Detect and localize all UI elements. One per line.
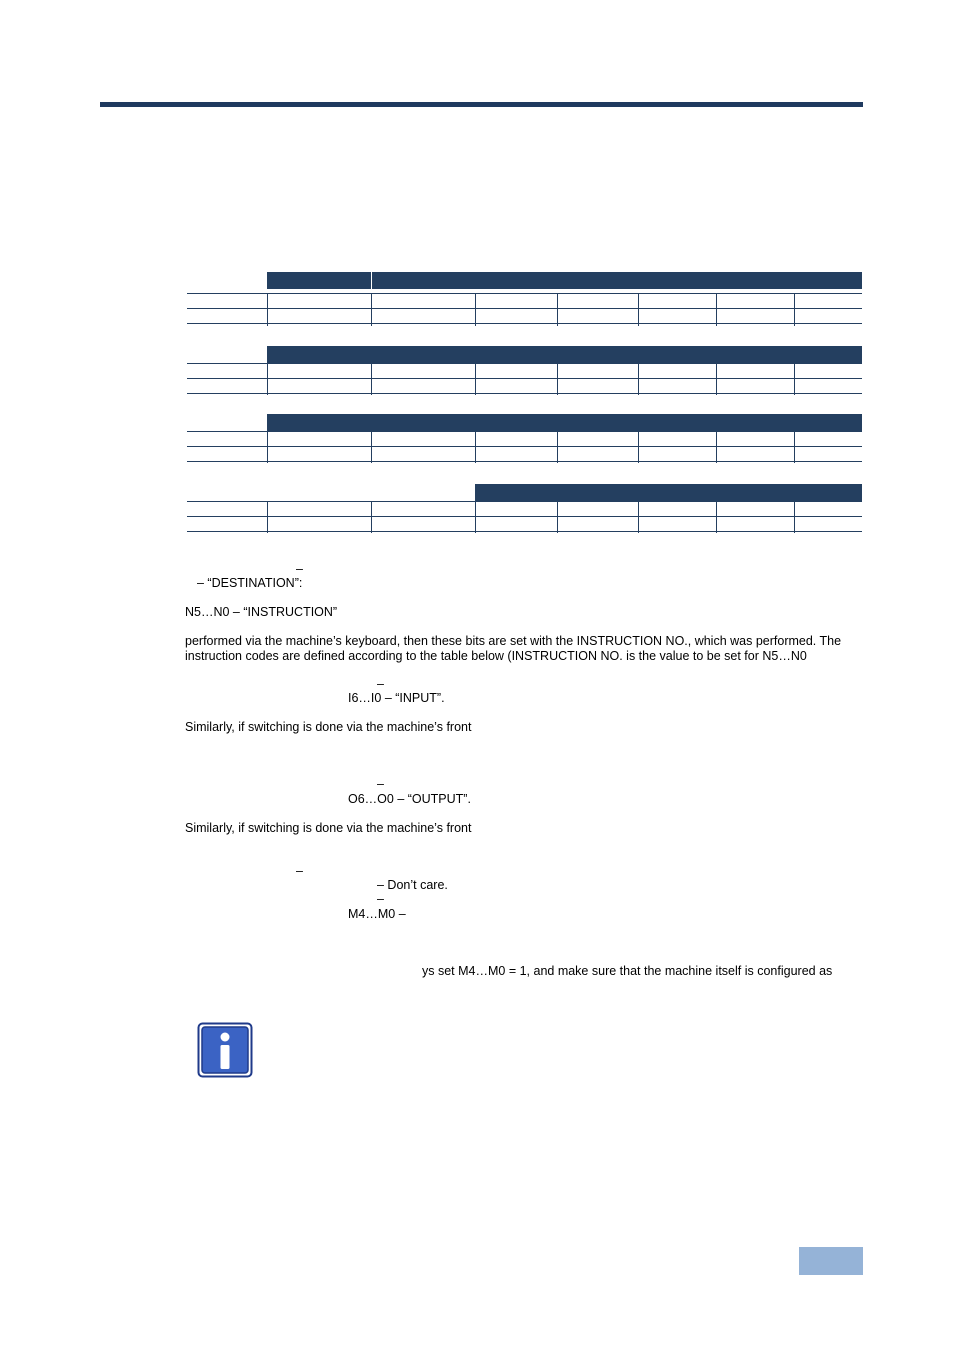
table-header-bar <box>475 484 862 501</box>
paragraph-line: instruction codes are defined according to the table below (INSTRUCTION NO. is the value to be set for N5…N0 <box>185 649 807 663</box>
bit-table-1st-byte <box>187 272 862 328</box>
table-header-bar <box>267 272 371 289</box>
table-row <box>187 446 862 462</box>
table-header-bar <box>267 414 862 431</box>
paragraph-line: performed via the machine’s keyboard, then these bits are set with the INSTRUCTION NO., which was performed. The <box>185 634 842 648</box>
bit-table-2nd-byte <box>187 346 862 396</box>
dash-text: – <box>377 677 384 691</box>
similarly-text: Similarly, if switching is done via the machine’s front <box>185 821 472 835</box>
table-row <box>187 293 862 309</box>
table-row <box>187 308 862 324</box>
table-row <box>187 501 862 517</box>
input-text: I6…I0 – “INPUT”. <box>348 691 445 705</box>
dash-text: – <box>377 892 384 906</box>
page-number-tab <box>799 1247 863 1275</box>
table-header-bar <box>267 346 862 363</box>
table-header-bar <box>372 272 862 289</box>
instruction-text: N5…N0 – “INSTRUCTION” <box>185 605 338 619</box>
table-row <box>187 378 862 394</box>
always-text: ys set M4…M0 = 1, and make sure that the machine itself is configured as <box>422 964 833 978</box>
destination-text: – “DESTINATION”: <box>197 576 303 590</box>
info-icon <box>197 1022 253 1078</box>
dash-text: – <box>296 562 303 576</box>
dash-text: – <box>296 864 303 878</box>
table-row <box>187 516 862 532</box>
similarly-text: Similarly, if switching is done via the machine’s front <box>185 720 472 734</box>
table-row <box>187 363 862 379</box>
header-rule <box>100 102 863 107</box>
output-text: O6…O0 – “OUTPUT”. <box>348 792 471 806</box>
machine-text: M4…M0 – <box>348 907 406 921</box>
bit-table-3rd-byte <box>187 414 862 464</box>
table-row <box>187 431 862 447</box>
dash-text: – <box>377 777 384 791</box>
bit-table-4th-byte <box>187 484 862 534</box>
dont-care-text: – Don’t care. <box>377 878 448 892</box>
